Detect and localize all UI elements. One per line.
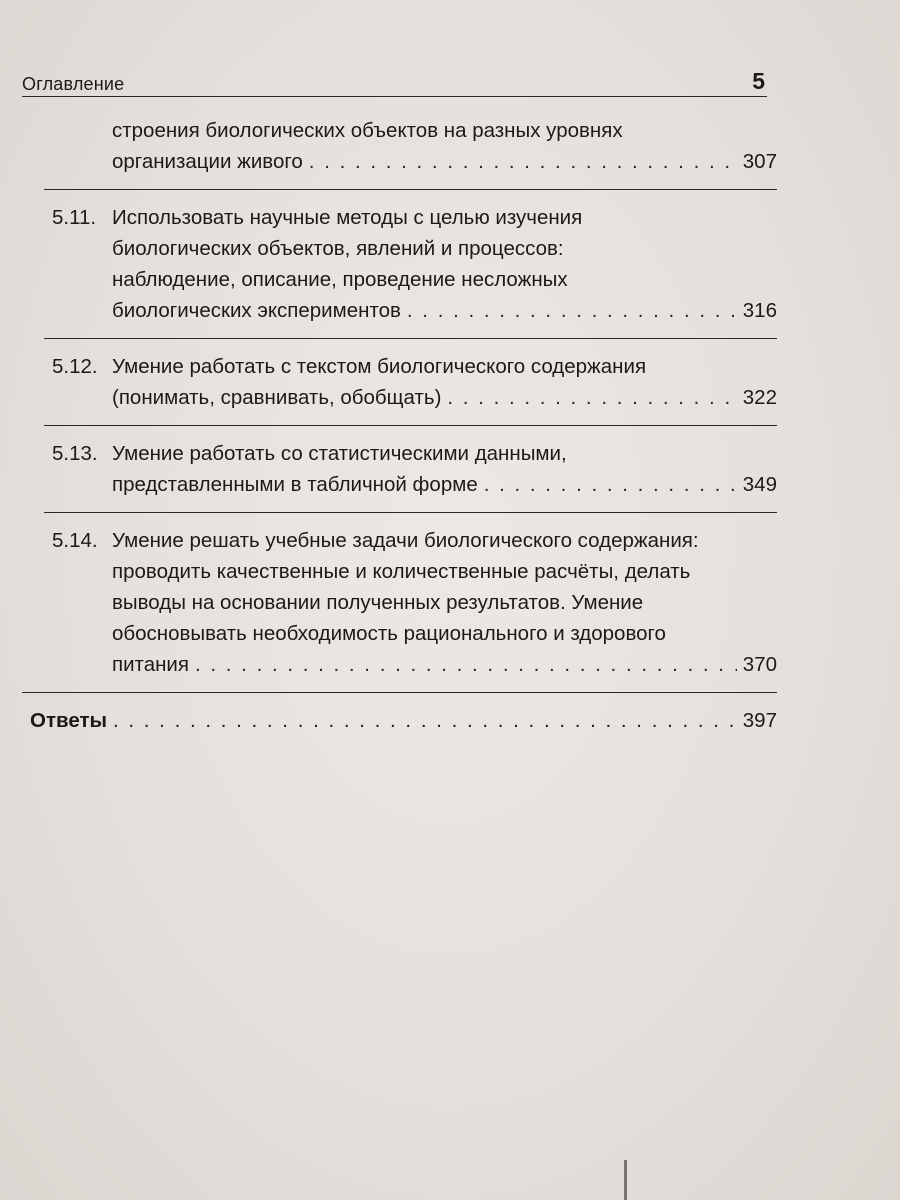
toc-entry-continued[interactable] [22, 115, 777, 177]
toc-entry-line: обосновывать необходимость рационального и здорового [112, 622, 666, 645]
running-header [22, 66, 767, 97]
toc-entry-number: 5.11. [52, 206, 97, 229]
divider [44, 338, 777, 339]
toc-entry-last-line: организации живого [112, 150, 303, 173]
toc-entry-line: наблюдение, описание, проведение несложных [112, 268, 568, 291]
toc-entry-5-12[interactable] [22, 351, 777, 413]
divider [44, 512, 777, 513]
toc-entry-last-line: представленными в табличной форме [112, 473, 478, 496]
page-number: 5 [752, 68, 765, 94]
toc-entry-last-line: питания [112, 653, 189, 676]
toc-entry-line: Умение работать с текстом биологического содержания [112, 355, 647, 378]
toc-entry-line: Умение работать со статистическими данными, [112, 442, 567, 465]
leader-dots [484, 469, 737, 500]
toc-entry-line: Умение решать учебные задачи биологического содержания: [112, 529, 699, 552]
divider [22, 692, 777, 693]
toc-entry-last-line: биологических экспериментов [112, 299, 401, 322]
leader-dots [407, 295, 737, 326]
toc-entry-line: биологических объектов, явлений и процессов: [112, 237, 564, 260]
leader-dots [195, 649, 737, 680]
toc-entry-number: 5.13. [52, 442, 98, 465]
toc-entry-line: выводы на основании полученных результатов. Умение [112, 591, 644, 614]
toc-entry-number: 5.12. [52, 355, 98, 378]
divider [44, 189, 777, 190]
toc-entry-line: проводить качественные и количественные расчёты, делать [112, 560, 691, 583]
toc-entry-5-13[interactable] [22, 438, 777, 500]
header-title: Оглавление [22, 74, 125, 94]
toc-page-number: 397 [742, 709, 777, 732]
toc-entry-line: Использовать научные методы с целью изучения [112, 206, 583, 229]
leader-dots [309, 146, 737, 177]
toc-entry-5-11[interactable] [22, 202, 777, 326]
toc-page-number: 349 [742, 473, 777, 496]
leader-dots [447, 382, 736, 413]
toc-page-number: 307 [742, 150, 777, 173]
toc-entry-line: строения биологических объектов на разных уровнях [112, 119, 623, 142]
divider [44, 425, 777, 426]
binding-mark [624, 1160, 627, 1200]
toc-page-number: 316 [742, 299, 777, 322]
toc-page-number: 322 [742, 386, 777, 409]
toc-entry-last-line: (понимать, сравнивать, обобщать) [112, 386, 442, 409]
toc-entry-number: 5.14. [52, 529, 98, 552]
toc-entry-answers[interactable] [30, 705, 777, 736]
table-of-contents [22, 115, 777, 736]
toc-entry-5-14[interactable] [22, 525, 777, 680]
toc-page-number: 370 [742, 653, 777, 676]
leader-dots [113, 705, 737, 736]
answers-title: Ответы [30, 709, 107, 732]
